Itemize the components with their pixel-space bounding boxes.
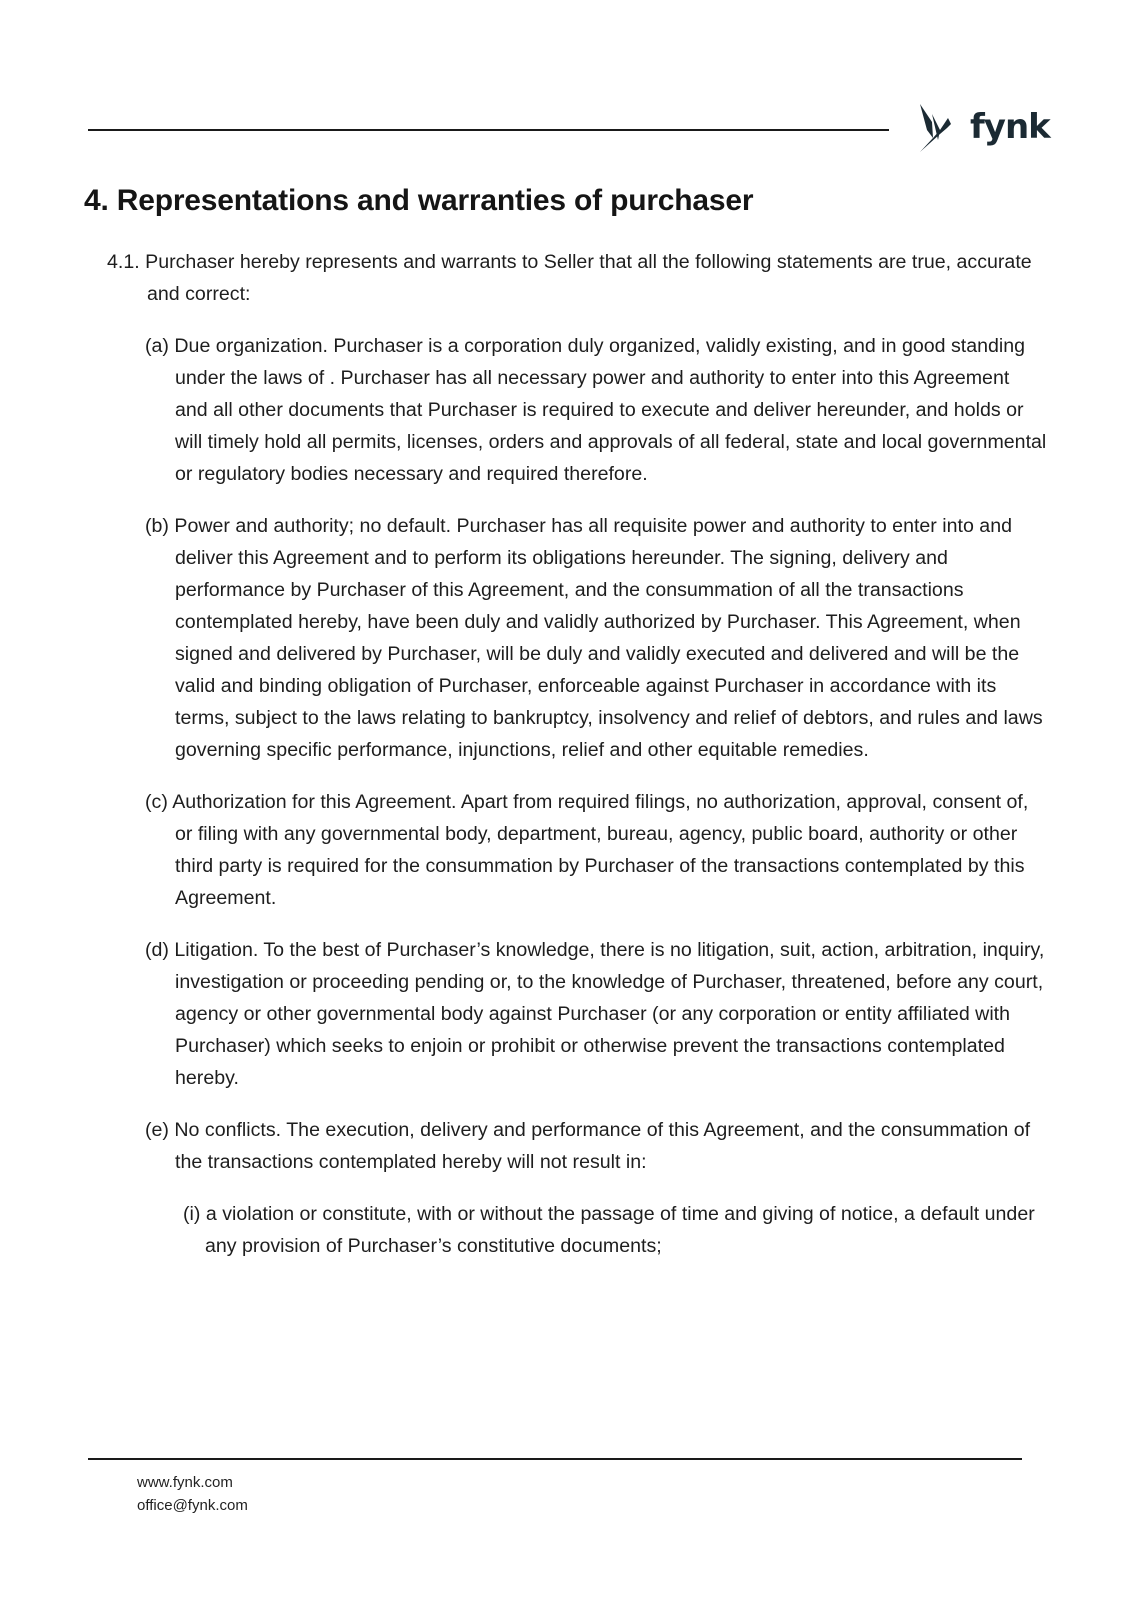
list-item-e-i xyxy=(183,1198,1047,1262)
bird-icon xyxy=(918,104,960,154)
list-item-a xyxy=(145,330,1047,490)
item-label: (b) xyxy=(145,515,169,537)
item-label: (d) xyxy=(145,939,169,961)
item-label: (e) xyxy=(145,1119,169,1141)
clause-4-1 xyxy=(107,246,1047,310)
footer-website: www.fynk.com xyxy=(137,1474,233,1491)
header-divider xyxy=(88,129,889,131)
subitem-label: (i) xyxy=(183,1203,201,1225)
item-text: Due organization. Purchaser is a corporation duly organized, validly existing, and in good standing under the laws of . Purchaser has all necessary power and authority to enter into this Agreement and all other documents that Purchaser is required to execute and deliver hereunder, and holds or will timely hold all permits, licenses, orders and approvals of all federal, state and local governmental or regulatory bodies necessary and required therefore. xyxy=(174,335,1047,485)
clause-text: Purchaser hereby represents and warrants to Seller that all the following statements are true, accurate and correct: xyxy=(145,251,1032,305)
clause-number: 4.1. xyxy=(107,251,140,273)
section-title: 4. Representations and warranties of purchaser xyxy=(84,184,754,217)
list-item-e xyxy=(145,1114,1047,1178)
item-text: No conflicts. The execution, delivery and performance of this Agreement, and the consummation of the transactions contemplated hereby will not result in: xyxy=(174,1119,1031,1173)
footer-divider xyxy=(88,1458,1022,1460)
list-item-d xyxy=(145,934,1047,1094)
logo-text: fynk xyxy=(970,107,1050,147)
item-label: (a) xyxy=(145,335,169,357)
item-label: (c) xyxy=(145,791,168,813)
item-text: Power and authority; no default. Purchaser has all requisite power and authority to enter into and deliver this Agreement and to perform its obligations hereunder. The signing, delivery and performance by Purchaser of this Agreement, and the consummation of all the transactions contemplated hereby, have been duly and validly authorized by Purchaser. This Agreement, when signed and delivered by Purchaser, will be duly and validly executed and delivered and will be the valid and binding obligation of Purchaser, enforceable against Purchaser in accordance with its terms, subject to the laws relating to bankruptcy, insolvency and relief of debtors, and rules and laws governing specific performance, injunctions, relief and other equitable remedies. xyxy=(174,515,1043,761)
footer-email: office@fynk.com xyxy=(137,1497,248,1514)
company-logo xyxy=(918,104,1050,154)
subitem-text: a violation or constitute, with or without the passage of time and giving of notice, a default under any provision of Purchaser’s constitutive documents; xyxy=(205,1203,1035,1257)
list-item-c xyxy=(145,786,1047,914)
list-item-b xyxy=(145,510,1047,766)
item-text: Litigation. To the best of Purchaser’s knowledge, there is no litigation, suit, action, arbitration, inquiry, investigation or proceeding pending or, to the knowledge of Purchaser, threatened, before any court, agency or other governmental body against Purchaser (or any corporation or entity affiliated with Purchaser) which seeks to enjoin or prohibit or otherwise prevent the transactions contemplated hereby. xyxy=(174,939,1045,1089)
footer xyxy=(137,1471,248,1517)
item-text: Authorization for this Agreement. Apart from required filings, no authorization, approval, consent of, or filing with any governmental body, department, bureau, agency, public board, authority or other third party is required for the consummation by Purchaser of the transactions contemplated by this Agreement. xyxy=(172,791,1029,909)
clause-content xyxy=(107,246,1047,1282)
